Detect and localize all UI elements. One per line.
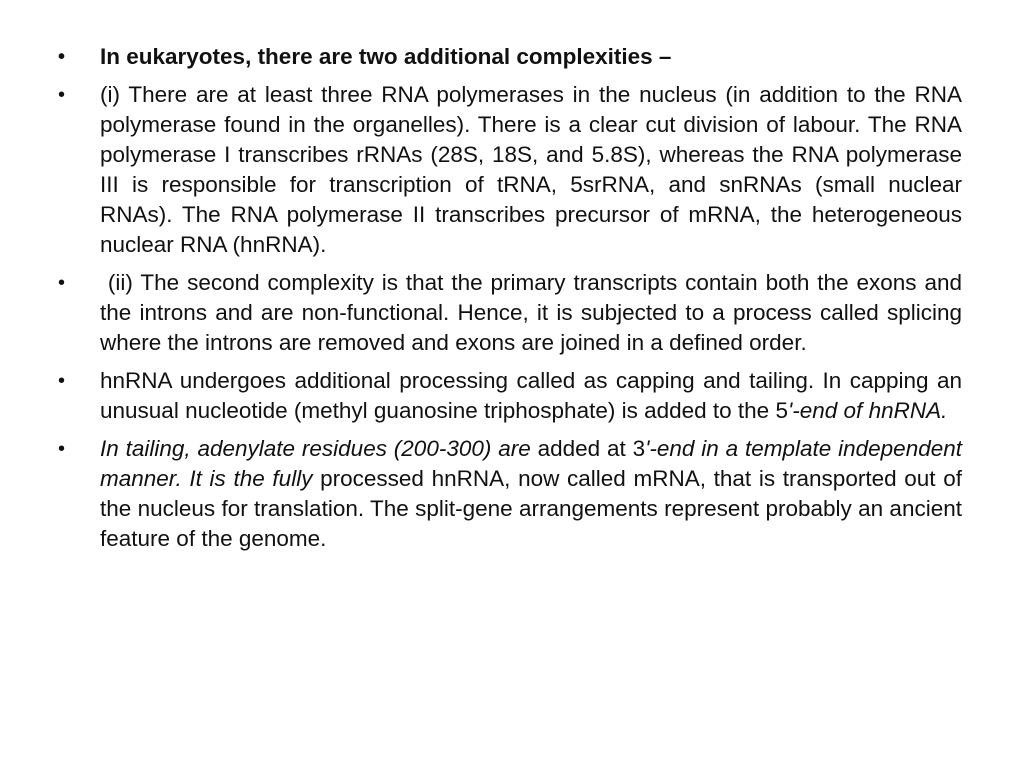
- text-segment: In eukaryotes, there are two additional complexities –: [100, 44, 672, 69]
- bullet-item: [58, 434, 962, 554]
- bullet-text: [100, 268, 969, 358]
- bullet-text: [100, 434, 962, 554]
- bullet-marker: •: [58, 84, 66, 106]
- text-segment-italic: In tailing, adenylate residues (200-300) are: [100, 436, 531, 461]
- bullet-item: [58, 80, 962, 260]
- bullet-marker: •: [58, 438, 66, 460]
- bullet-text: [100, 80, 962, 260]
- text-segment: processed hnRNA, now called mRNA, that is transported out of the nucleus for translation. The split-gene arrangements represent probably an ancient feature of the genome.: [100, 466, 962, 551]
- bullet-text: [100, 366, 962, 426]
- bullet-list: [58, 42, 969, 562]
- text-segment: (ii) The second complexity is that the primary transcripts contain both the exons and the introns and are non-functional. Hence, it is subjected to a process called splicing where the introns are removed and exons are joined in a defined order.: [100, 270, 969, 355]
- bullet-text: [100, 42, 962, 72]
- text-segment: added at 3: [530, 436, 646, 461]
- bullet-marker: •: [58, 272, 66, 294]
- bullet-marker: •: [58, 46, 66, 68]
- text-segment: hnRNA undergoes additional processing called as capping and tailing. In capping an unusual nucleotide (methyl guanosine triphosphate) is added to the 5: [100, 368, 962, 423]
- bullet-item: [58, 366, 962, 426]
- bullet-item: [58, 268, 969, 358]
- text-segment-italic: '-end in a template independent manner. It is the fully: [100, 436, 963, 491]
- bullet-item: [58, 42, 962, 72]
- bullet-marker: •: [58, 370, 66, 392]
- text-segment: (i) There are at least three RNA polymerases in the nucleus (in addition to the RNA polymerase found in the organelles). There is a clear cut division of labour. The RNA polymerase I transcribes rRNAs (28S, 18S, and 5.8S), whereas the RNA polymerase III is responsible for transcription of tRNA, 5srRNA, and snRNAs (small nuclear RNAs). The RNA polymerase II transcribes precursor of mRNA, the heterogeneous nuclear RNA (hnRNA).: [100, 82, 962, 257]
- text-segment-italic: '-end of hnRNA.: [787, 398, 948, 423]
